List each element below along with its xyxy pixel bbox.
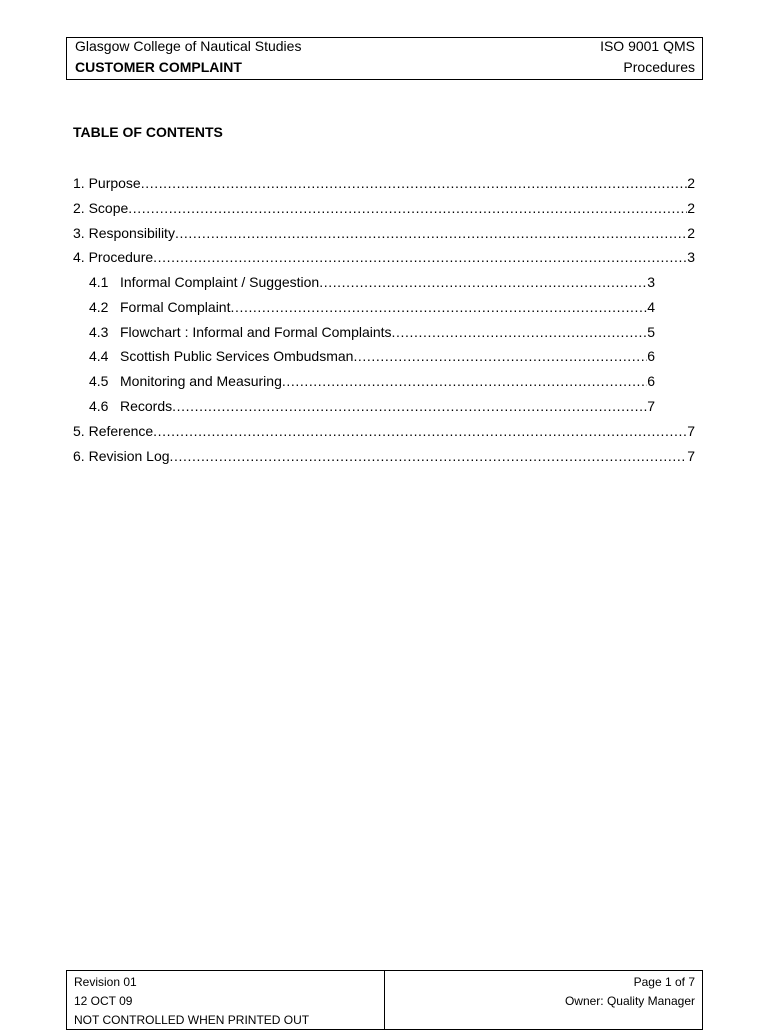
toc-entry-records[interactable] [89,398,655,415]
toc-entry-number: 4.6 [89,398,109,414]
toc-entry-purpose[interactable] [73,175,695,192]
toc-entry-page: 2 [687,175,695,191]
toc-leader-dots [128,200,687,217]
toc-leader-dots [392,324,648,341]
toc-entry-procedure[interactable] [73,249,695,266]
toc-entry-revision-log[interactable] [73,448,695,465]
toc-entry-number: 4.4 [89,348,109,364]
toc-entry-label: Formal Complaint [120,299,231,315]
toc-entry-formal-complaint[interactable] [89,299,655,316]
toc-leader-dots [141,175,687,192]
toc-entry-responsibility[interactable] [73,225,695,242]
toc-leader-dots [153,249,687,266]
toc-entry-number: 4.3 [89,324,109,340]
toc-entry-label: Purpose [88,175,141,191]
toc-entry-page: 7 [647,398,655,414]
document-type: Procedures [623,59,695,75]
revision-number: Revision 01 [74,975,137,989]
control-notice: NOT CONTROLLED WHEN PRINTED OUT [74,1013,310,1027]
revision-date: 12 OCT 09 [74,994,133,1008]
toc-leader-dots [230,299,647,316]
toc-entry-page: 3 [647,274,655,290]
toc-entry-page: 2 [687,200,695,216]
toc-entry-label: Monitoring and Measuring [120,373,282,389]
toc-entry-number: 2. [73,200,85,216]
toc-entry-page: 7 [687,448,695,464]
toc-entry-informal-complaint[interactable] [89,274,655,291]
toc-entry-number: 4.5 [89,373,109,389]
toc-leader-dots [172,398,647,415]
quality-system: ISO 9001 QMS [600,38,695,54]
org-name: Glasgow College of Nautical Studies [75,38,302,54]
toc-entry-number: 3. [73,225,85,241]
toc-leader-dots [153,423,687,440]
toc-entry-label: Flowchart : Informal and Formal Complaints [120,324,392,340]
toc-entry-label: Scope [88,200,129,216]
toc-entry-page: 5 [647,324,655,340]
toc-entry-page: 3 [687,249,695,265]
toc-entry-ombudsman[interactable] [89,348,655,365]
toc-leader-dots [319,274,647,291]
toc-leader-dots [170,448,688,465]
document-footer [66,970,703,1030]
toc-entry-page: 4 [647,299,655,315]
toc-title: TABLE OF CONTENTS [73,124,223,140]
toc-entry-label: Informal Complaint / Suggestion [120,274,320,290]
toc-entry-label: Procedure [88,249,154,265]
document-title: CUSTOMER COMPLAINT [75,59,242,75]
toc-leader-dots [353,348,647,365]
table-of-contents [0,0,768,480]
toc-entry-label: Scottish Public Services Ombudsman [120,348,354,364]
footer-right-cell [385,971,702,1029]
toc-entry-label: Records [120,398,173,414]
footer-left-cell [67,971,385,1029]
toc-entry-page: 7 [687,423,695,439]
toc-entry-number: 6. [73,448,85,464]
toc-entry-number: 4.1 [89,274,109,290]
toc-entry-page: 6 [647,373,655,389]
document-owner: Owner: Quality Manager [564,994,695,1008]
toc-entry-page: 6 [647,348,655,364]
page-number: Page 1 of 7 [633,975,695,989]
toc-leader-dots [175,225,687,242]
toc-entry-label: Responsibility [88,225,175,241]
toc-entry-reference[interactable] [73,423,695,440]
toc-leader-dots [282,373,647,390]
toc-entry-number: 1. [73,175,85,191]
toc-entry-number: 5. [73,423,85,439]
toc-entry-label: Reference [88,423,154,439]
toc-entry-flowchart[interactable] [89,324,655,341]
toc-entry-label: Revision Log [88,448,170,464]
toc-entry-monitoring[interactable] [89,373,655,390]
toc-entry-number: 4.2 [89,299,109,315]
toc-entry-number: 4. [73,249,85,265]
toc-entry-scope[interactable] [73,200,695,217]
toc-entry-page: 2 [687,225,695,241]
